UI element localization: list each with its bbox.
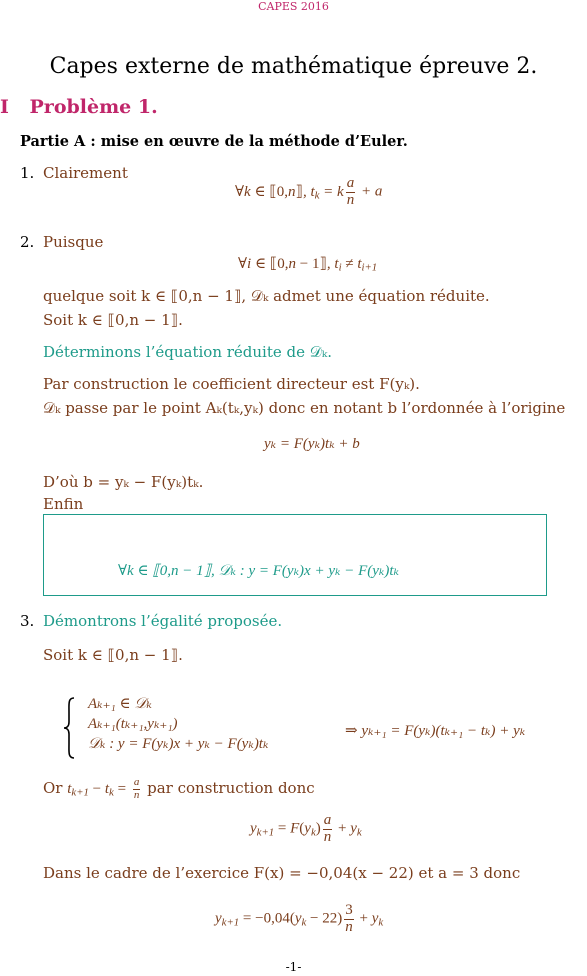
fraction: $\frac{3}{n}$ [345,902,353,935]
quelque-soit-text: quelque soit k ∈ ⟦0,n − 1⟧, 𝒟ₖ admet une équation réduite. [43,287,490,305]
fraction: $\frac{a}{n}$ [323,812,332,845]
dou-text: D’où b = yₖ − F(yₖ)tₖ. [43,473,204,491]
result-box [43,514,547,596]
soit-k-text: Soit k ∈ ⟦0,n − 1⟧. [43,311,183,329]
implies-equation: ⇒ yₖ₊₁ = F(yₖ)(tₖ₊₁ − tₖ) + yₖ [345,723,526,739]
left-brace-icon [62,696,76,760]
item-1-number: 1. [20,164,35,182]
par-construction-text: Par construction le coefficient directeur est F(yₖ). [43,375,420,393]
system-line-3: 𝒟ₖ : y = F(yₖ)x + yₖ − F(yₖ)tₖ [88,736,269,752]
item-2-number: 2. [20,233,35,251]
section-number: I [0,96,9,118]
equation-1-text: ∀k ∈ ⟦0,n⟧, $t_k = k$ [235,183,344,202]
equation-3: yₖ = F(yₖ)tₖ + b [264,436,360,452]
document-title: Capes externe de mathématique épreuve 2. [49,54,538,79]
equation-1: ∀k ∈ ⟦0,n⟧, $t_k = k$ $\frac{a}{n}$ + a [235,175,383,208]
or-text: Or $t_{k+1} - t_k$ = $\frac{a}{n}$ par construction donc [43,776,315,801]
section-title: Problème 1. [29,96,158,118]
item-3-number: 3. [20,612,35,630]
page-number: -1- [285,960,302,974]
dans-le-cadre-text: Dans le cadre de l’exercice F(x) = −0,04(x − 22) et a = 3 donc [43,864,521,882]
fraction-a-over-n: $\frac{a}{n}$ [133,776,140,801]
enfin-text: Enfin [43,495,84,513]
determinons-text: Déterminons l’équation réduite de 𝒟ₖ. [43,343,332,361]
system-line-1: Aₖ₊₁ ∈ 𝒟ₖ [88,696,152,712]
running-header: CAPES 2016 [258,0,329,13]
item-3-label: Démontrons l’égalité proposée. [43,612,283,630]
section-heading [0,96,158,118]
system-line-2: Aₖ₊₁(tₖ₊₁,yₖ₊₁) [88,716,178,732]
equation-5: $y_{k+1} = -0,04(y_k - 22)$ $\frac{3}{n}$ + $y_k$ [215,902,384,935]
item-1-label: Clairement [43,164,128,182]
equation-2: ∀i ∈ ⟦0,n − 1⟧, $t_i \ne t_{i+1}$ [238,256,378,274]
soit-k2-text: Soit k ∈ ⟦0,n − 1⟧. [43,646,183,664]
item-2-label: Puisque [43,233,104,251]
dk-passe-text: 𝒟ₖ passe par le point Aₖ(tₖ,yₖ) donc en notant b l’ordonnée à l’origine [43,399,566,417]
equation-4: $y_{k+1} = F(y_k)$ $\frac{a}{n}$ + $y_k$ [250,812,362,845]
fraction: $\frac{a}{n}$ [346,175,355,208]
partie-a-heading: Partie A : mise en œuvre de la méthode d’Euler. [20,133,408,150]
boxed-equation: ∀k ∈ ⟦0,n − 1⟧, 𝒟ₖ : y = F(yₖ)x + yₖ − F(yₖ)tₖ [118,563,399,579]
